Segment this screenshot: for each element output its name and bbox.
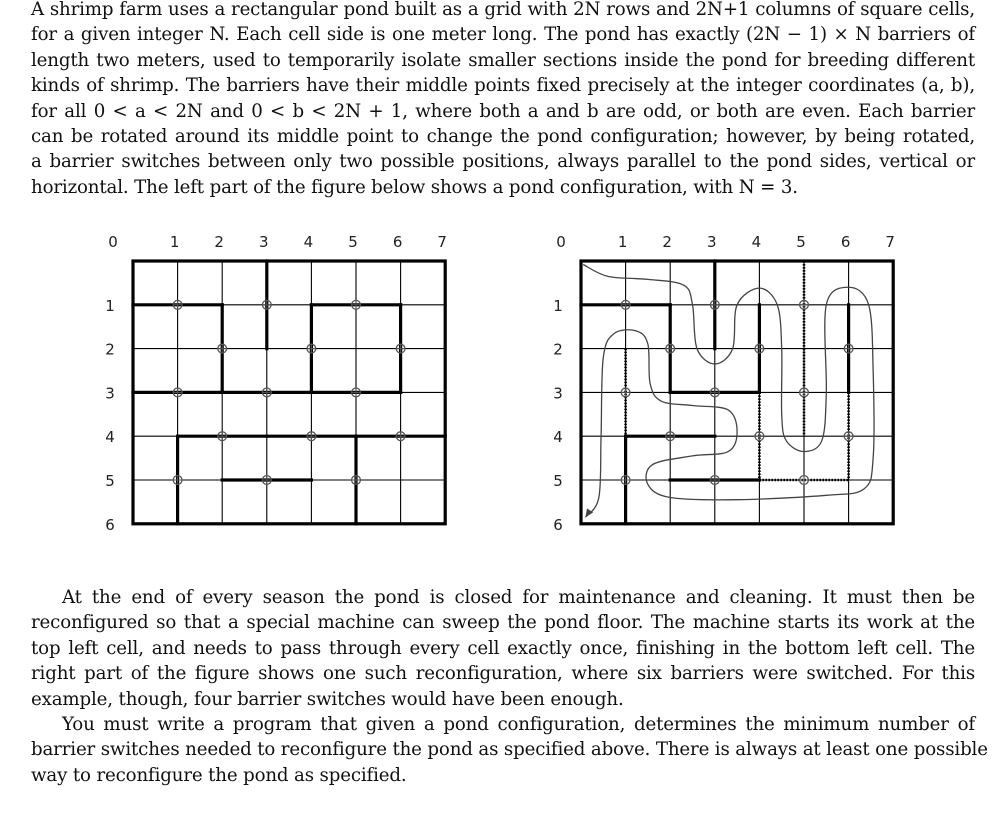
intro-line: for all 0 < a < 2N and 0 < b < 2N + 1, where both a and b are odd, or both are even. Each barrier: [31, 100, 975, 122]
barrier-pivot-icon: [307, 344, 316, 353]
row-label: 3: [553, 384, 563, 403]
row-label: 2: [105, 340, 115, 359]
barrier-pivot-icon: [710, 388, 719, 397]
barrier-pivot-icon: [218, 344, 227, 353]
intro-line: length two meters, used to temporarily isolate smaller sections inside the pond for breeding different: [31, 49, 975, 71]
problem-body: [31, 585, 988, 788]
column-label: 0: [108, 233, 118, 251]
row-label: 4: [105, 428, 115, 447]
body-line: You must write a program that given a pond configuration, determines the minimum number of: [62, 714, 975, 736]
barrier-pivot-icon: [844, 432, 853, 441]
body-line: example, though, four barrier switches would have been enough.: [31, 688, 624, 710]
barrier-pivot-icon: [621, 476, 630, 485]
pond-grid-right: [543, 228, 923, 538]
barrier-pivot-icon: [800, 300, 809, 309]
column-label: 7: [437, 233, 447, 251]
column-label: 6: [392, 233, 403, 251]
body-line: barrier switches needed to reconfigure the pond as specified above. There is always at least one possible: [31, 739, 988, 761]
column-label: 0: [556, 233, 566, 251]
barrier-pivot-icon: [710, 300, 719, 309]
pond-grid-left: [95, 228, 475, 538]
intro-line: horizontal. The left part of the figure below shows a pond configuration, with N = 3.: [31, 176, 798, 198]
barrier-pivot-icon: [396, 344, 405, 353]
column-label: 3: [707, 233, 717, 251]
intro-line: can be rotated around its middle point to change the pond configuration; however, by being rotated,: [31, 126, 975, 148]
body-line: way to reconfigure the pond as specified.: [31, 764, 407, 786]
barrier-pivot-icon: [800, 388, 809, 397]
body-line: right part of the figure shows one such reconfiguration, where six barriers were switched. For this: [31, 663, 975, 685]
row-label: 1: [553, 296, 563, 315]
barrier-pivot-icon: [173, 476, 182, 485]
barrier-pivot-icon: [621, 388, 630, 397]
column-label: 7: [885, 233, 895, 251]
barrier-pivot-icon: [352, 300, 361, 309]
column-label: 5: [796, 233, 806, 251]
barrier-pivot-icon: [352, 476, 361, 485]
barrier-pivot-icon: [844, 344, 853, 353]
row-label: 1: [105, 296, 115, 315]
row-label: 4: [553, 428, 563, 447]
column-label: 3: [259, 233, 269, 251]
row-label: 2: [553, 340, 563, 359]
barrier-pivot-icon: [218, 432, 227, 441]
column-label: 2: [214, 233, 224, 251]
barrier-pivot-icon: [262, 300, 271, 309]
barrier-pivot-icon: [173, 388, 182, 397]
column-label: 1: [169, 233, 180, 251]
intro-line: A shrimp farm uses a rectangular pond built as a grid with 2N rows and 2N+1 columns of square cells,: [31, 0, 975, 20]
barrier-pivot-icon: [666, 344, 675, 353]
column-label: 5: [348, 233, 358, 251]
barrier-pivot-icon: [800, 476, 809, 485]
intro-line: for a given integer N. Each cell side is one meter long. The pond has exactly (2N − 1) × N barriers of: [31, 24, 975, 46]
row-label: 5: [553, 472, 563, 490]
barrier-pivot-icon: [710, 476, 719, 485]
row-label: 3: [105, 384, 115, 403]
barrier-pivot-icon: [396, 432, 405, 441]
column-label: 6: [840, 233, 851, 251]
intro-line: kinds of shrimp. The barriers have their middle points fixed precisely at the integer coordinates (a, b),: [31, 75, 975, 97]
body-line: reconfigured so that a special machine can sweep the pond floor. The machine starts its work at the: [31, 612, 975, 634]
row-label: 6: [553, 515, 563, 534]
column-label: 4: [303, 233, 314, 251]
figure-reconfigured-pond: [543, 228, 923, 538]
column-label: 1: [617, 233, 628, 251]
row-label: 6: [105, 515, 115, 534]
path-arrowhead-icon: [585, 508, 593, 517]
barrier-pivot-icon: [262, 476, 271, 485]
barrier-pivot-icon: [755, 432, 764, 441]
barrier-pivot-icon: [755, 344, 764, 353]
barrier-pivot-icon: [666, 432, 675, 441]
barrier-pivot-icon: [307, 432, 316, 441]
body-line: top left cell, and needs to pass through every cell exactly once, finishing in the bottom left cell. The: [31, 637, 975, 659]
barrier-pivot-icon: [352, 388, 361, 397]
barrier-pivot-icon: [173, 300, 182, 309]
problem-intro: [31, 0, 975, 200]
body-line: At the end of every season the pond is closed for maintenance and cleaning. It must then be: [62, 587, 975, 608]
barrier-pivot-icon: [262, 388, 271, 397]
intro-line: a barrier switches between only two possible positions, always parallel to the pond sides, vertical or: [31, 151, 975, 173]
column-label: 4: [751, 233, 762, 251]
figure-initial-configuration: [95, 228, 475, 538]
column-label: 2: [662, 233, 672, 251]
row-label: 5: [105, 472, 115, 490]
barrier-pivot-icon: [621, 300, 630, 309]
